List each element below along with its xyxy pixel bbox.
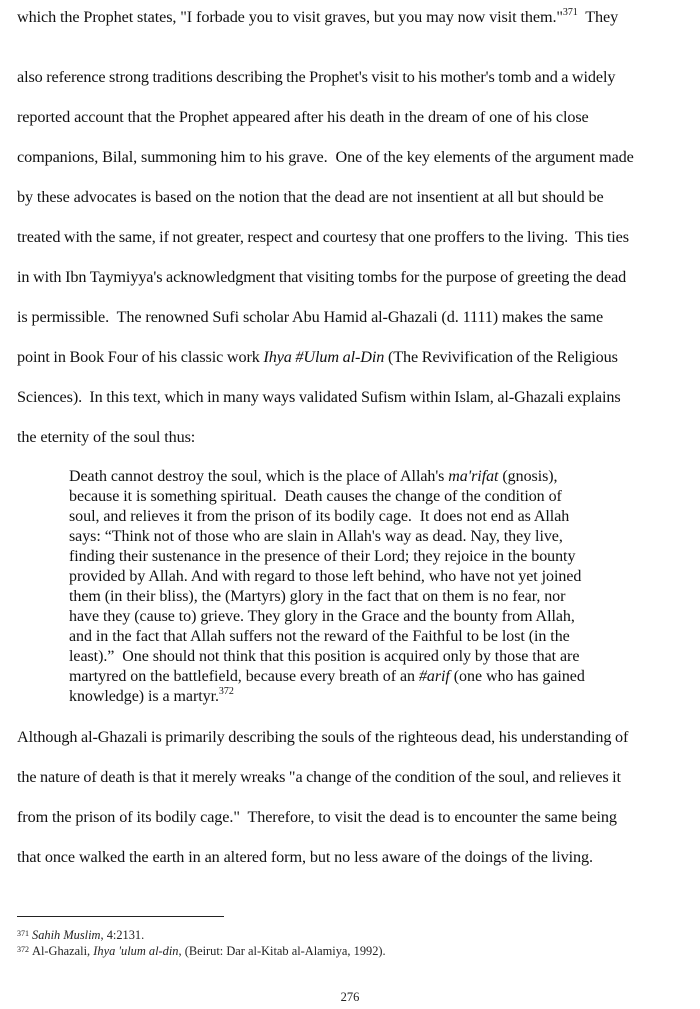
body-line: point in Book Four of his classic work Ihya #Ulum al-Din (The Revivification of the Religious [17, 348, 618, 366]
quote-line: and in the fact that Allah suffers not the reward of the Faithful to be lost (in the [69, 628, 570, 645]
body-line: treated with the same, if not greater, respect and courtesy that one proffers to the living. This ties [17, 228, 629, 246]
quote-line: soul, and relieves it from the prison of its bodily cage. It does not end as Allah [69, 508, 570, 525]
quote-line: because it is something spiritual. Death causes the change of the condition of [69, 488, 562, 505]
quote-line: them (in their bliss), the (Martyrs) glory in the fact that on them is no fear, nor [69, 588, 566, 605]
footnote-371: $^{371}$ Sahih Muslim, 4:2131. [17, 928, 145, 942]
quote-line: martyred on the battlefield, because every breath of an #arif (one who has gained [69, 668, 585, 685]
body-line: is permissible. The renowned Sufi scholar Abu Hamid al-Ghazali (d. 1111) makes the same [17, 308, 604, 326]
quote-line: knowledge) is a martyr.$^{372}$ [69, 686, 234, 705]
body-line: which the Prophet states, "I forbade you to visit graves, but you may now visit them."$^{371}$ They [17, 7, 619, 26]
footnote-ref-371[interactable]: 371 [562, 7, 578, 18]
body-line: also reference strong traditions describing the Prophet's visit to his mother's tomb and a widely [17, 68, 616, 86]
body-line: the eternity of the soul thus: [17, 428, 196, 446]
quote-line: provided by Allah. And with regard to those left behind, who have not yet joined [69, 568, 582, 585]
body-line: from the prison of its bodily cage." Therefore, to visit the dead is to encounter the same being [17, 808, 617, 826]
quote-line: finding their sustenance in the presence of their Lord; they rejoice in the bounty [69, 548, 576, 565]
quote-line: Death cannot destroy the soul, which is the place of Allah's ma'rifat (gnosis), [69, 468, 558, 485]
footnote-separator [17, 916, 224, 917]
body-line: the nature of death is that it merely wreaks "a change of the condition of the soul, and relieves it [17, 768, 621, 786]
quote-line: says: “Think not of those who are slain in Allah's way as dead. Nay, they live, [69, 528, 563, 545]
body-line: in with Ibn Taymiyya's acknowledgment that visiting tombs for the purpose of greeting the dead [17, 268, 627, 286]
page-number: 276 [340, 990, 360, 1004]
body-line: reported account that the Prophet appeared after his death in the dream of one of his close [17, 108, 589, 126]
quote-line: least).” One should not think that this position is acquired only by those that are [69, 648, 580, 665]
body-line: that once walked the earth in an altered form, but no less aware of the doings of the living. [17, 848, 593, 866]
work-title: Ihya #Ulum al-Din [263, 348, 385, 366]
body-line: companions, Bilal, summoning him to his grave. One of the key elements of the argument made [17, 148, 634, 166]
body-line: Although al-Ghazali is primarily describing the souls of the righteous dead, his understanding of [17, 728, 629, 746]
body-line: by these advocates is based on the notion that the dead are not insentient at all but should be [17, 188, 604, 206]
body-line: Sciences). In this text, which in many ways validated Sufism within Islam, al-Ghazali explains [17, 388, 621, 406]
quote-line: have they (cause to) grieve. They glory in the Grace and the bounty from Allah, [69, 608, 575, 625]
footnote-372: $^{372}$ Al-Ghazali, Ihya 'ulum al-din, (Beirut: Dar al-Kitab al-Alamiya, 1992). [17, 944, 386, 958]
footnote-ref-372[interactable]: 372 [218, 686, 234, 697]
